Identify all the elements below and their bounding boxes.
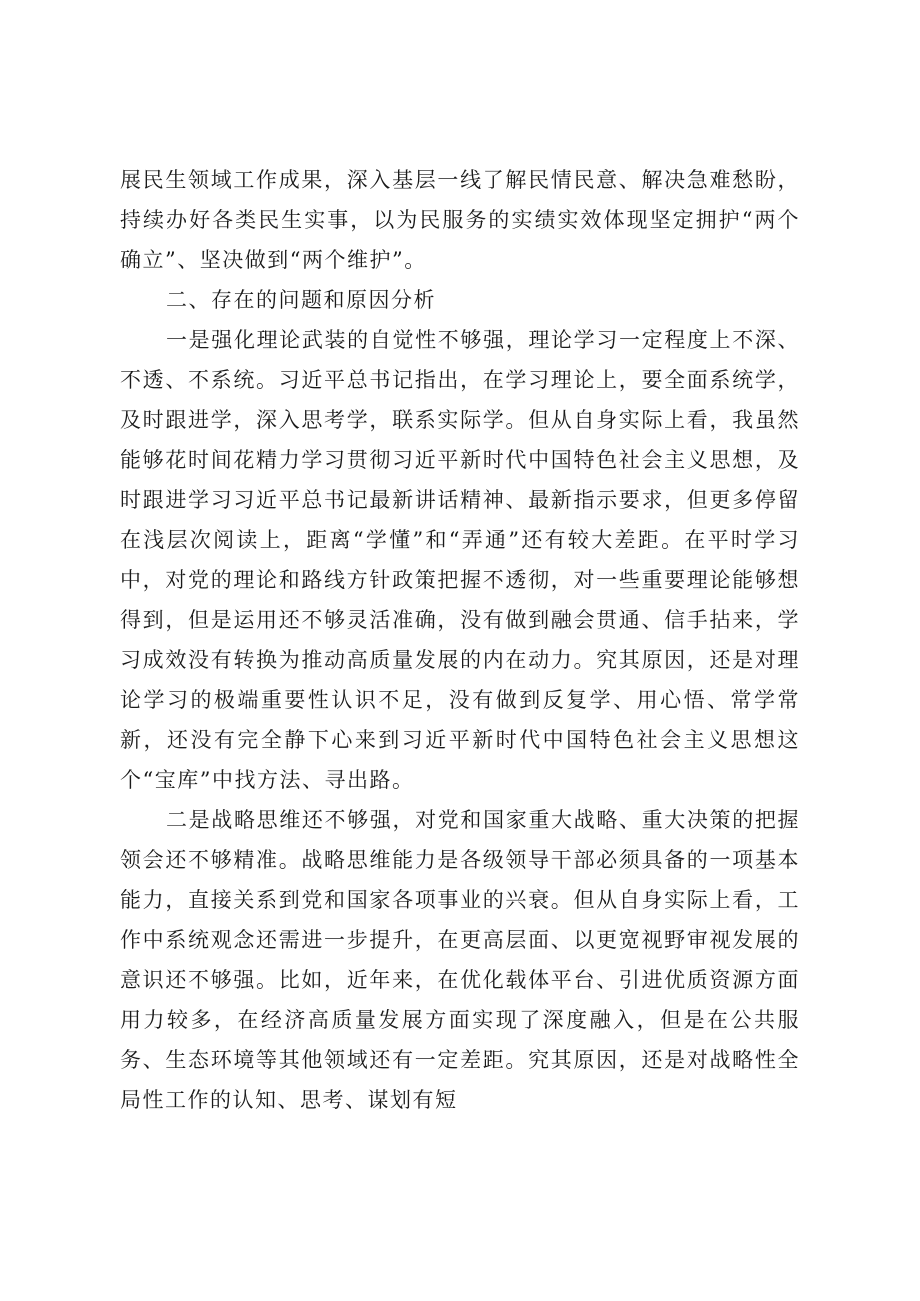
section-heading: 二、存在的问题和原因分析 — [166, 288, 436, 312]
document-body — [120, 160, 800, 1120]
paragraph-point-one: 一是强化理论武装的自觉性不够强，理论学习一定程度上不深、不透、不系统。习近平总书记指出，在学习理论上，要全面系统学，及时跟进学，深入思考学，联系实际学。但从自身实际上看，我虽然能够花时间花精力学习贯彻习近平新时代中国特色社会主义思想，及时跟进学习习近平总书记最新讲话精神、最新指示要求，但更多停留在浅层次阅读上，距离“学懂”和“弄通”还有较大差距。在平时学习中，对党的理论和路线方针政策把握不透彻，对一些重要理论能够想得到，但是运用还不够灵活准确，没有做到融会贯通、信手拈来，学习成效没有转换为推动高质量发展的内在动力。究其原因，还是对理论学习的极端重要性认识不足，没有做到反复学、用心悟、常学常新，还没有完全静下心来到习近平新时代中国特色社会主义思想这个“宝库”中找方法、寻出路。 — [120, 328, 800, 792]
paragraph-point-two: 二是战略思维还不够强，对党和国家重大战略、重大决策的把握领会还不够精准。战略思维能力是各级领导干部必须具备的一项基本能力，直接关系到党和国家各项事业的兴衰。但从自身实际上看，工作中系统观念还需进一步提升，在更高层面、以更宽视野审视发展的意识还不够强。比如，近年来，在优化载体平台、引进优质资源方面用力较多，在经济高质量发展方面实现了深度融入，但是在公共服务、生态环境等其他领域还有一定差距。究其原因，还是对战略性全局性工作的认知、思考、谋划有短 — [120, 808, 800, 1112]
paragraph-continuation: 展民生领域工作成果，深入基层一线了解民情民意、解决急难愁盼，持续办好各类民生实事，以为民服务的实绩实效体现坚定拥护“两个确立”、坚决做到“两个维护”。 — [120, 168, 800, 272]
